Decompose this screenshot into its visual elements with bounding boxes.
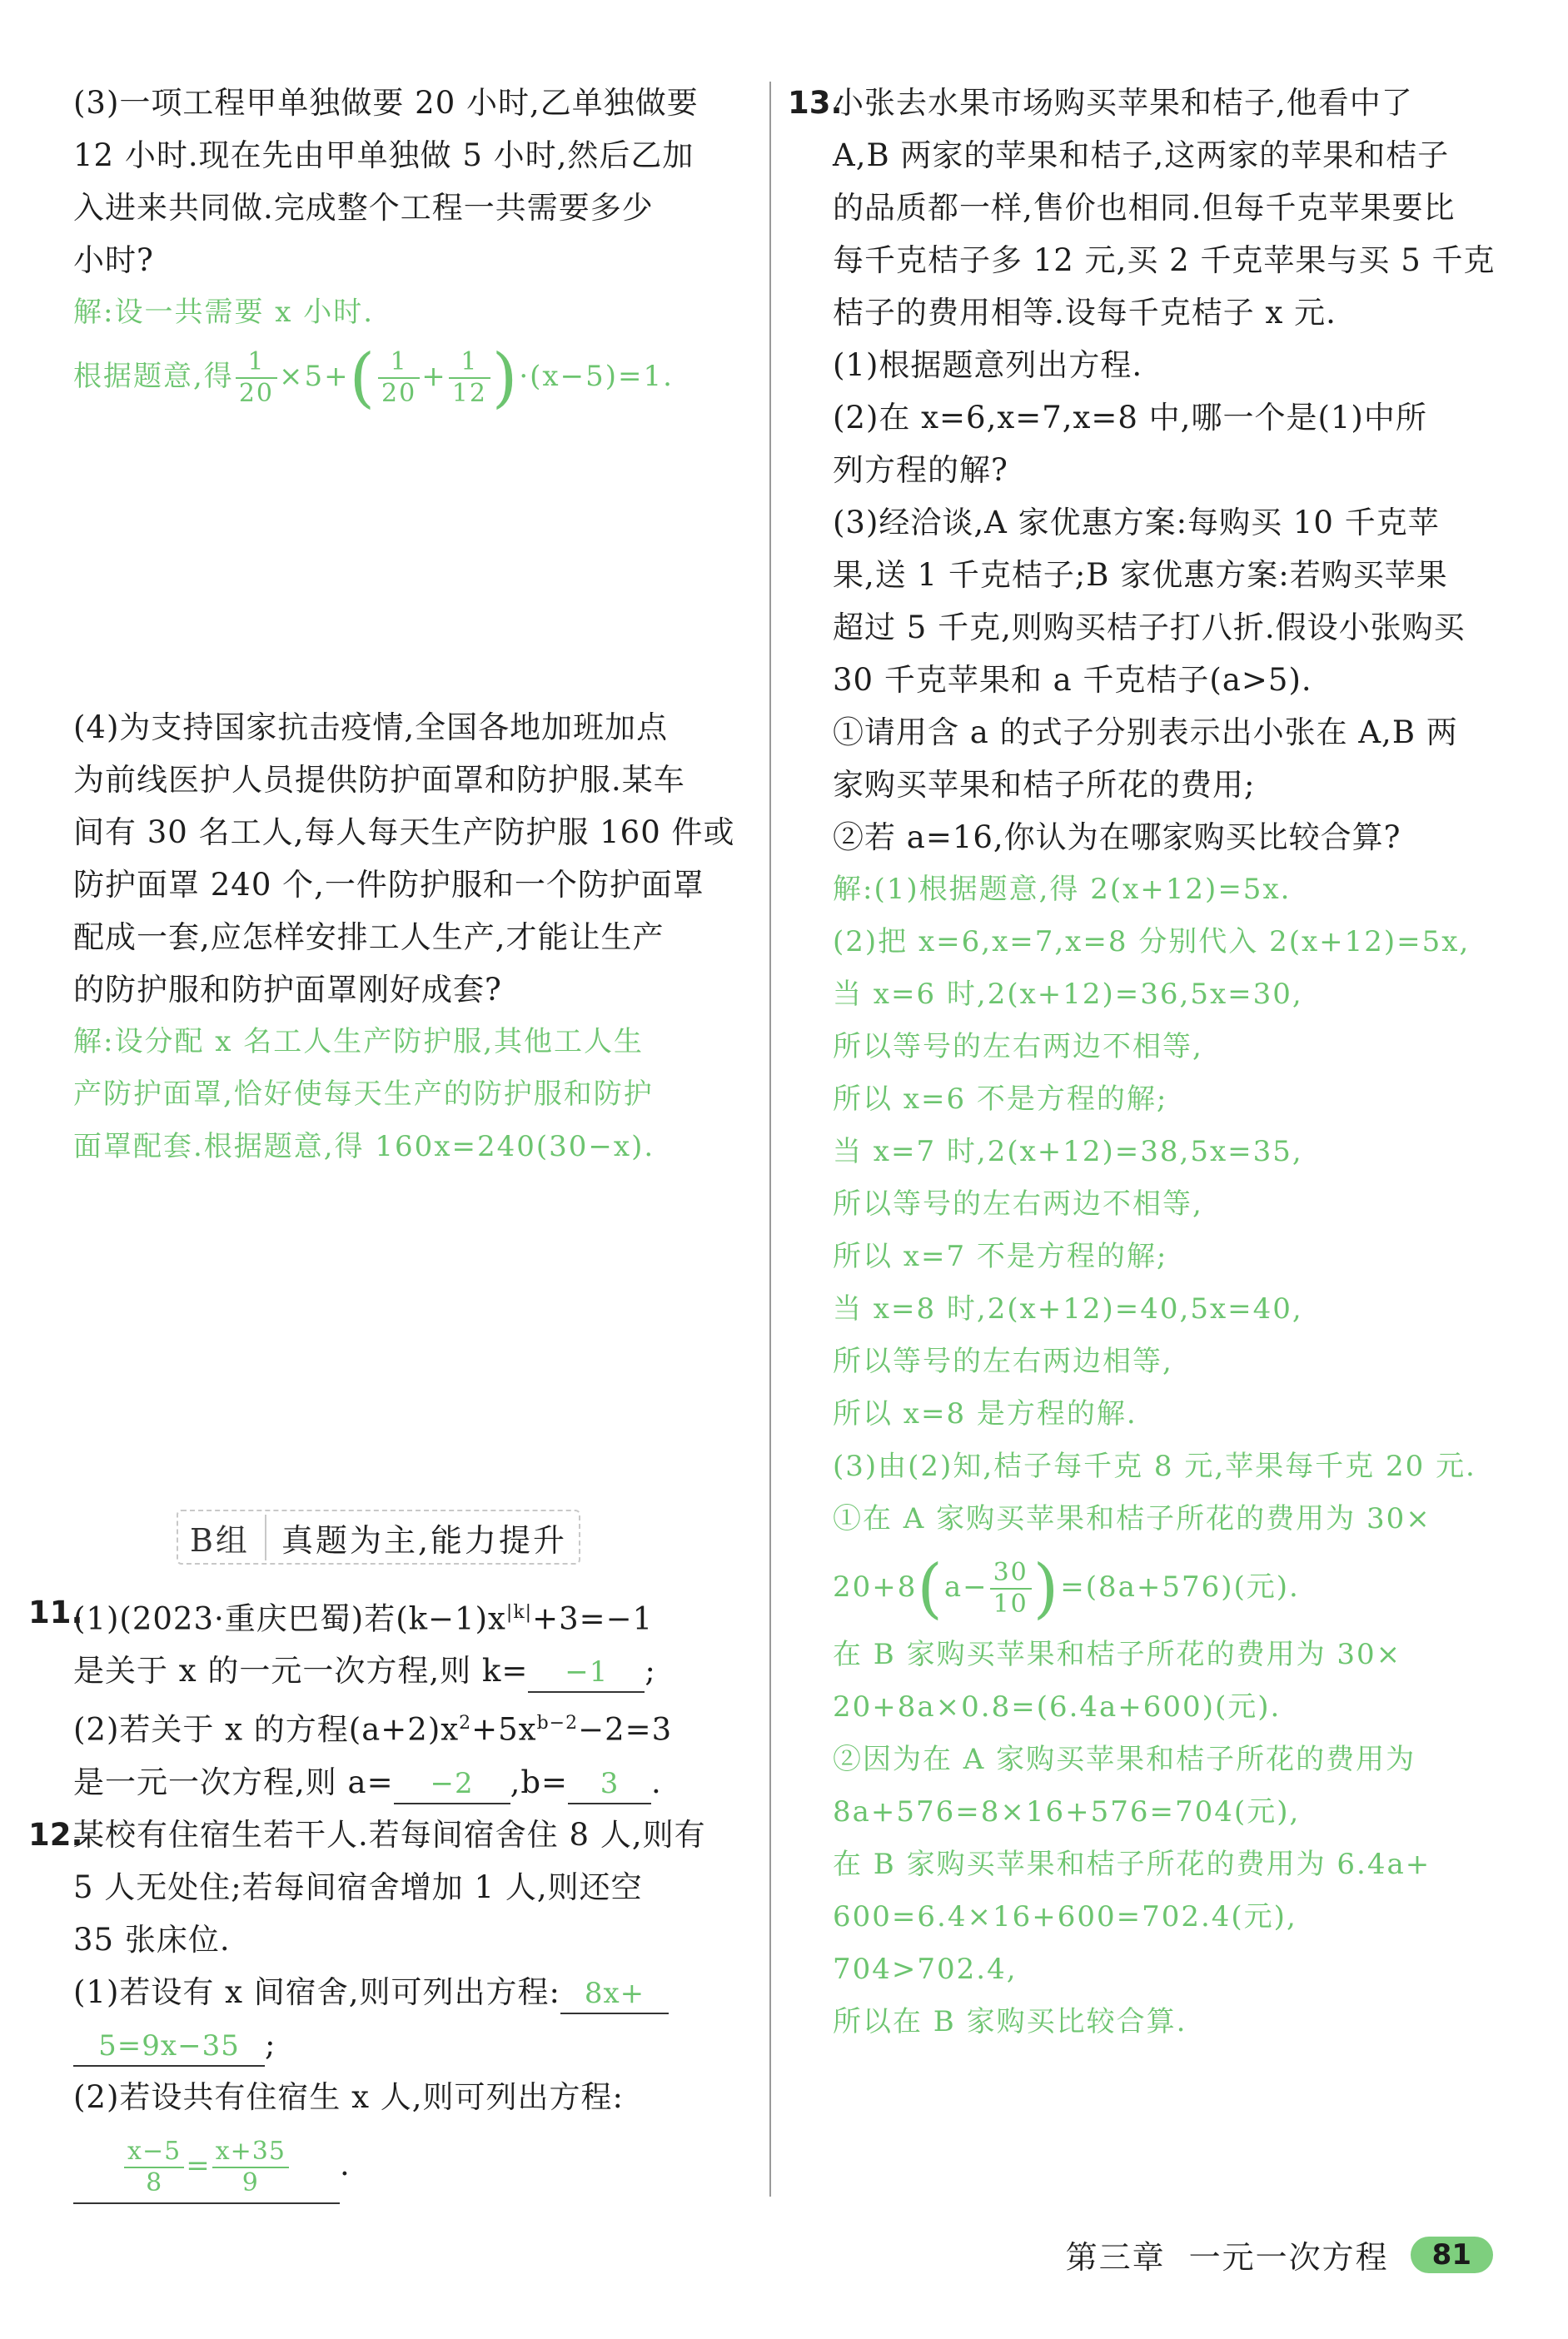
question-text-line: 间有 30 名工人,每人每天生产防护服 160 件或 (73, 814, 735, 850)
question-text-line: 5 人无处住;若每间宿舍增加 1 人,则还空 (73, 1869, 643, 1905)
answer-line: 所以 x=6 不是方程的解; (833, 1082, 1168, 1116)
page-footer (1066, 2232, 1493, 2277)
question-text-line: (3)一项工程甲单独做要 20 小时,乙单独做要 (73, 85, 699, 121)
answer-line: 所以 x=8 是方程的解. (833, 1397, 1137, 1431)
chapter-label: 第三章 (1065, 2239, 1166, 2276)
answer-line: 所以在 B 家购买比较合算. (833, 2005, 1187, 2038)
answer-blank[interactable]: 3 (568, 1764, 651, 1804)
answer-line: 当 x=6 时,2(x+12)=36,5x=30, (833, 978, 1303, 1011)
question-number: 11. (28, 1595, 83, 1630)
question-12 (28, 1809, 744, 2207)
question-text-line: $\frac{x-5}{8}$ = $\frac{x+35}{9}$ . (73, 2123, 744, 2207)
answer-line: ②因为在 A 家购买苹果和桔子所花的费用为 (833, 1743, 1416, 1776)
question-text-line: 果,送 1 千克桔子;B 家优惠方案:若购买苹果 (833, 557, 1448, 593)
answer-line: 8a+576=8×16+576=704(元), (833, 1795, 1301, 1829)
question-text-line: 的防护服和防护面罩刚好成套? (73, 972, 502, 1008)
group-b-header (177, 1510, 580, 1565)
answer-line: 所以等号的左右两边不相等, (833, 1187, 1203, 1221)
answer-line: 704>702.4, (833, 1953, 1018, 1986)
group-b-title: 真题为主,能力提升 (281, 1521, 568, 1559)
question-text-line: 配成一套,应怎样安排工人生产,才能让生产 (73, 919, 665, 955)
question-number: 13. (788, 85, 843, 121)
question-text-line: (2)在 x=6,x=7,x=8 中,哪一个是(1)中所 (833, 400, 1427, 435)
question-text-line: (4)为支持国家抗击疫情,全国各地加班加点 (73, 709, 669, 745)
question-text-line: (2)若关于 x 的方程$(a+2)x^2+5x^{b-2}-2=3$ (73, 1711, 673, 1748)
answer-blank[interactable]: −2 (394, 1764, 510, 1804)
fraction: $\frac{1}{12}$ (449, 350, 490, 406)
answer-blank[interactable]: 5=9x−35 (73, 2027, 265, 2067)
answer-line: 解:设分配 x 名工人生产防护服,其他工人生 (73, 1025, 645, 1058)
question-text-line: 每千克桔子多 12 元,买 2 千克苹果与买 5 千克 (833, 242, 1496, 278)
answer-line: 面罩配套.根据题意,得 160x=240(30−x). (73, 1130, 655, 1163)
left-column (73, 77, 744, 1163)
answer-blank[interactable]: 8x+ (560, 1974, 669, 2014)
question-text-line: (3)经洽谈,A 家优惠方案:每购买 10 千克苹 (833, 505, 1440, 540)
answer-line: 当 x=7 时,2(x+12)=38,5x=35, (833, 1135, 1303, 1168)
fraction: $\frac{x+35}{9}$ (212, 2139, 289, 2196)
answer-line: 600=6.4×16+600=702.4(元), (833, 1900, 1297, 1933)
answer-line: 在 B 家购买苹果和桔子所花的费用为 6.4a+ (833, 1848, 1431, 1881)
answer-line: 所以等号的左右两边相等, (833, 1345, 1173, 1378)
question-text-line: 35 张床位. (73, 1921, 231, 1958)
question-text-line: 桔子的费用相等.设每千克桔子 x 元. (833, 295, 1337, 331)
fraction: $\frac{1}{20}$ (236, 350, 277, 406)
question-text-line: 13. 小张去水果市场购买苹果和桔子,他看中了 (833, 77, 1499, 129)
right-column (788, 77, 1499, 2048)
question-10-3 (73, 77, 744, 414)
column-divider (769, 82, 771, 2197)
left-column-lower (28, 1586, 744, 2207)
answer-line: 所以等号的左右两边不相等, (833, 1030, 1203, 1063)
question-text-line: 12 小时.现在先由甲单独做 5 小时,然后乙加 (73, 137, 694, 173)
answer-line: 所以 x=7 不是方程的解; (833, 1240, 1168, 1273)
answer-blank[interactable]: $\frac{x-5}{8}$ = $\frac{x+35}{9}$ (73, 2129, 340, 2204)
question-text-line: 防护面罩 240 个,一件防护服和一个防护面罩 (73, 867, 704, 903)
fraction: $\frac{30}{10}$ (990, 1560, 1032, 1617)
question-11 (28, 1586, 744, 1809)
answer-line: 解:设一共需要 x 小时. (73, 296, 375, 329)
question-text-line: ②若 a=16,你认为在哪家购买比较合算? (833, 819, 1401, 855)
fraction: $\frac{1}{20}$ (378, 350, 420, 406)
answer-line: 当 x=8 时,2(x+12)=40,5x=40, (833, 1292, 1303, 1326)
question-text-line: 5=9x−35 ; (73, 2018, 744, 2071)
question-text-line: A,B 两家的苹果和桔子,这两家的苹果和桔子 (833, 137, 1450, 173)
question-text-line: 超过 5 千克,则购买桔子打八折.假设小张购买 (833, 610, 1466, 645)
fraction: $\frac{x-5}{8}$ (124, 2139, 184, 2196)
question-text-line: 小时? (73, 242, 154, 278)
question-text-line: 的品质都一样,售价也相同.但每千克苹果要比 (833, 190, 1456, 226)
answer-blank[interactable]: −1 (528, 1653, 645, 1693)
question-text-line: 为前线医护人员提供防护面罩和防护服.某车 (73, 762, 685, 798)
question-number: 12. (28, 1816, 83, 1853)
answer-line: 在 B 家购买苹果和桔子所花的费用为 30× (833, 1638, 1402, 1671)
answer-line: (2)把 x=6,x=7,x=8 分别代入 2(x+12)=5x, (833, 925, 1471, 958)
question-text-line: 12. 某校有住宿生若干人.若每间宿舍住 8 人,则有 (73, 1809, 744, 1861)
question-text-line: 是关于 x 的一元一次方程,则 k= −1 ; (73, 1645, 744, 1697)
question-text-line: (1)若设有 x 间宿舍,则可列出方程: 8x+ (73, 1966, 744, 2018)
question-13 (788, 77, 1499, 2048)
question-text-line: 列方程的解? (833, 452, 1008, 488)
answer-line: 解:(1)根据题意,得 2(x+12)=5x. (833, 873, 1292, 906)
question-text-line: 入进来共同做.完成整个工程一共需要多少 (73, 190, 654, 226)
question-text-line: (2)若设共有住宿生 x 人,则可列出方程: (73, 2078, 625, 2115)
chapter-title: 一元一次方程 (1188, 2239, 1389, 2276)
question-text-line: ①请用含 a 的式子分别表示出小张在 A,B 两 (833, 714, 1458, 750)
group-b-tag: B组 (190, 1515, 266, 1560)
answer-line: 产防护面罩,恰好使每天生产的防护服和防护 (73, 1077, 654, 1111)
answer-line: (3)由(2)知,桔子每千克 8 元,苹果每千克 20 元. (833, 1450, 1476, 1483)
answer-line: 20+8a×0.8=(6.4a+600)(元). (833, 1690, 1282, 1724)
question-10-4 (73, 701, 735, 1173)
answer-line: ①在 A 家购买苹果和桔子所花的费用为 30× (833, 1502, 1431, 1535)
question-text-line: 30 千克苹果和 a 千克桔子(a>5). (833, 662, 1312, 698)
question-text-line: 是一元一次方程,则 a= −2 ,b= 3 . (73, 1756, 744, 1809)
question-text-line: 11. (1)(2023·重庆巴蜀)若$(k-1)x^{|k|}+3=-1$ (73, 1586, 744, 1645)
question-text-line: (1)根据题意列出方程. (833, 347, 1143, 383)
answer-equation: 20+8(a− $\frac{30}{10}$ )=(8a+576)(元). (833, 1551, 1300, 1626)
page-number: 81 (1411, 2237, 1493, 2273)
question-text-line: 家购买苹果和桔子所花的费用; (833, 767, 1256, 803)
answer-equation: 根据题意,得 $\frac{1}{20}$ ×5+( $\frac{1}{20}$ + $\frac{1}{12}$ )·(x−5)=1. (73, 341, 674, 416)
